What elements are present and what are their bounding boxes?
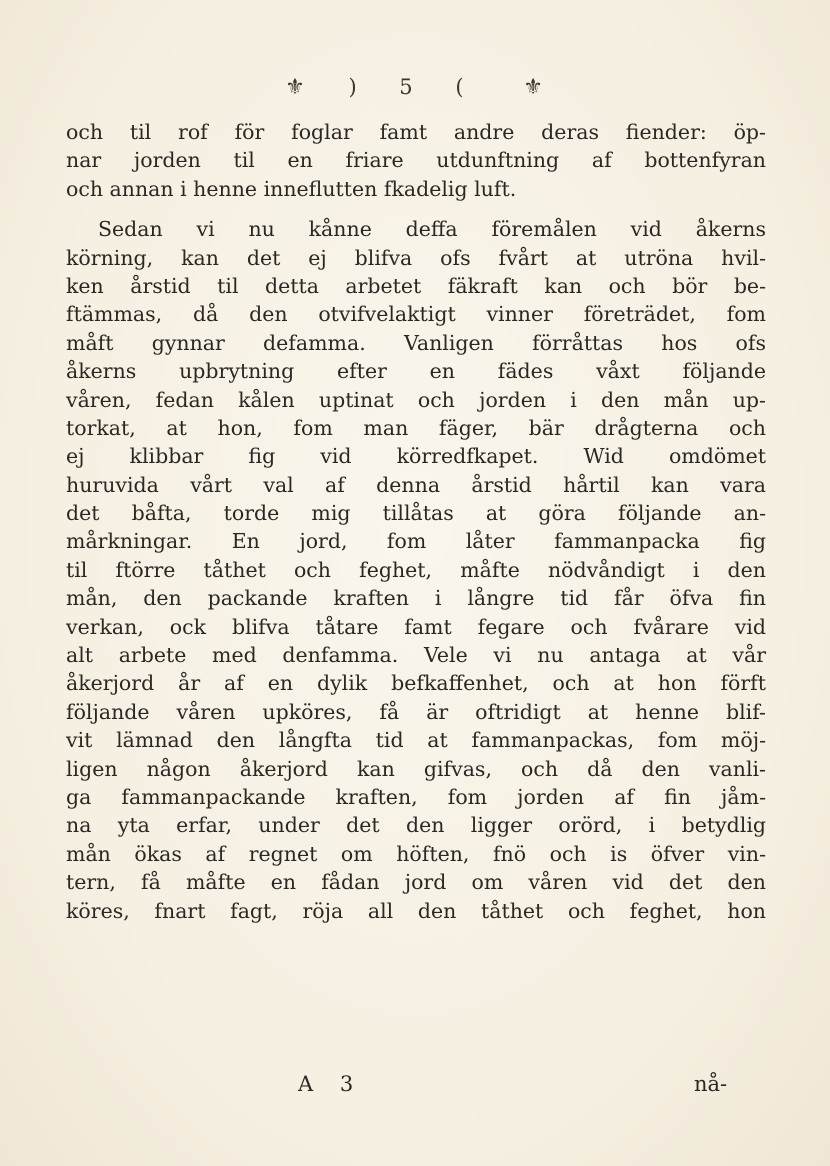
text-line: na yta erfar, under det den ligger orörd, i betydlig xyxy=(66,813,766,838)
text-line: nar jorden til en friare utdunftning af bottenfyran xyxy=(66,148,766,173)
text-line: verkan, ock blifva tåtare famt fegare och fvårare vid xyxy=(66,614,766,639)
text-line: det båfta, torde mig tillåtas at göra följande an- xyxy=(66,501,766,526)
text-line: mån, den packande kraften i långre tid får öfva fin xyxy=(66,586,766,611)
text-line: mårkningar. En jord, fom låter fammanpacka fig xyxy=(66,529,766,554)
text-line: åkerns upbrytning efter en fädes våxt följande xyxy=(66,359,766,384)
fleuron-left-icon: ⚜ xyxy=(285,75,307,100)
text-line: mån ökas af regnet om höften, fnö och is öfver vin- xyxy=(66,841,766,866)
text-line: huruvida vårt val af denna årstid hårtil kan vara xyxy=(66,472,766,497)
text-line: åkerjord år af en dylik befkaffenhet, och at hon förft xyxy=(66,671,766,696)
page-header xyxy=(0,72,830,100)
catchword: nå- xyxy=(694,1072,728,1096)
paragraph-gap xyxy=(66,203,766,215)
page-number: ) 5 ( xyxy=(348,75,482,99)
text-line: ftämmas, då den otvifvelaktigt vinner företrädet, fom xyxy=(66,302,766,327)
text-line: följande våren upköres, få är oftridigt at henne blif- xyxy=(66,699,766,724)
text-line: torkat, at hon, fom man fäger, bär drågterna och xyxy=(66,415,766,440)
text-line: ken årstid til detta arbetet fäkraft kan och bör be- xyxy=(66,273,766,298)
text-line: körning, kan det ej blifva ofs fvårt at utröna hvil- xyxy=(66,245,766,270)
text-line: ligen någon åkerjord kan gifvas, och då den vanli- xyxy=(66,756,766,781)
text-line: och til rof för foglar famt andre deras fiender: öp- xyxy=(66,120,766,144)
text-line: Sedan vi nu kånne deffa föremålen vid åkerns xyxy=(98,217,766,242)
signature-mark: A 3 xyxy=(298,1072,364,1096)
text-line: tern, få måfte en fådan jord om våren vid det den xyxy=(66,870,766,895)
text-line: våren, fedan kålen uptinat och jorden i den mån up- xyxy=(66,387,766,412)
text-line: alt arbete med denfamma. Vele vi nu antaga at vår xyxy=(66,643,766,668)
text-line: och annan i henne inneflutten fkadelig luft. xyxy=(66,176,517,201)
text-line: til ftörre tåthet och feghet, måfte nödvåndigt i den xyxy=(66,557,766,582)
text-line: köres, fnart fagt, röja all den tåthet och feghet, hon xyxy=(66,898,766,923)
text-line: ga fammanpackande kraften, fom jorden af fin jåm- xyxy=(66,784,766,809)
page-footer xyxy=(0,1072,830,1102)
fleuron-right-icon: ⚜ xyxy=(523,75,545,100)
body-text xyxy=(66,118,766,925)
text-line: måft gynnar defamma. Vanligen förråttas hos ofs xyxy=(66,330,766,355)
text-line: ej klibbar fig vid körredfkapet. Wid omdömet xyxy=(66,444,766,469)
text-line: vit lämnad den långfta tid at fammanpackas, fom möj- xyxy=(66,728,766,753)
